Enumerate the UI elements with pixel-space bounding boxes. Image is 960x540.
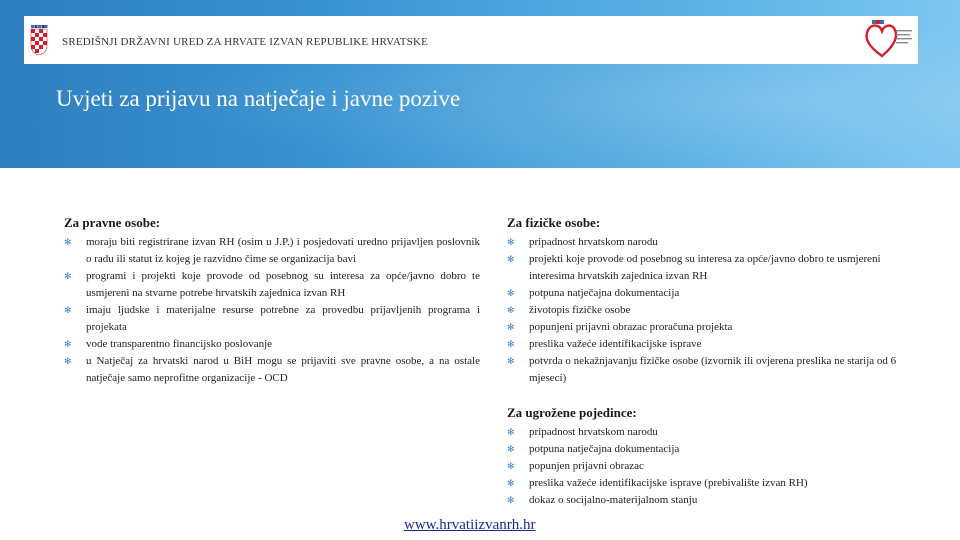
list-item: ✻ potpuna natječajna dokumentacija bbox=[507, 285, 907, 302]
list-item: ✻ imaju ljudske i materijalne resurse potrebne za provedbu prijavljenih programa i projekata bbox=[64, 302, 480, 336]
croatian-coat-of-arms-icon bbox=[30, 25, 48, 55]
list-item: ✻ potpuna natječajna dokumentacija bbox=[507, 441, 907, 458]
list-item: ✻ popunjeni prijavni obrazac proračuna projekta bbox=[507, 319, 907, 336]
list-item: ✻ preslika važeće identifikacijske isprave bbox=[507, 336, 907, 353]
list-item: ✻ moraju biti registrirane izvan RH (osim u J.P.) i posjedovati uredno prijavljen poslovnik o radu ili statut iz kojeg je razvidno čime se organizacija bavi bbox=[64, 234, 480, 268]
list-item: ✻ projekti koje provode od posebnog su interesa za opće/javno dobro te usmjereni interesima hrvatskih zajednica izvan RH bbox=[507, 251, 907, 285]
natural-persons-heading: Za fizičke osobe: bbox=[507, 215, 601, 230]
list-item: ✻ u Natječaj za hrvatski narod u BiH mogu se prijaviti sve pravne osobe, a na ostale natječaje samo neprofitne organizacije - OCD bbox=[64, 353, 480, 387]
legal-entities-heading: Za pravne osobe: bbox=[64, 215, 161, 230]
slide-title: Uvjeti za prijavu na natječaje i javne pozive bbox=[56, 86, 461, 111]
natural-persons-list bbox=[507, 234, 907, 387]
list-item: ✻ preslika važeće identifikacijske isprave (prebivalište izvan RH) bbox=[507, 475, 907, 492]
office-name: SREDIŠNJI DRŽAVNI URED ZA HRVATE IZVAN REPUBLIKE HRVATSKE bbox=[62, 36, 429, 48]
list-item: ✻ potvrda o nekažnjavanju fizičke osobe (izvornik ili ovjerena preslika ne starija od 6 mjeseci) bbox=[507, 353, 907, 387]
list-item: ✻ popunjen prijavni obrazac bbox=[507, 458, 907, 475]
endangered-individuals-list bbox=[507, 424, 907, 509]
header-bar bbox=[24, 16, 918, 64]
list-item: ✻ pripadnost hrvatskom narodu bbox=[507, 424, 907, 441]
endangered-individuals-heading: Za ugrožene pojedince: bbox=[507, 405, 637, 420]
list-item: ✻ dokaz o socijalno-materijalnom stanju bbox=[507, 492, 907, 509]
legal-entities-list bbox=[64, 234, 480, 387]
list-item: ✻ programi i projekti koje provode od posebnog su interesa za opće/javno dobro te usmjereni na stvarne potrebe hrvatskih zajednica izvan RH bbox=[64, 268, 480, 302]
website-link[interactable]: www.hrvatiizvanrh.hr bbox=[404, 517, 536, 533]
list-item: ✻ životopis fizičke osobe bbox=[507, 302, 907, 319]
list-item: ✻ pripadnost hrvatskom narodu bbox=[507, 234, 907, 251]
heart-logo-icon bbox=[862, 18, 914, 62]
list-item: ✻ vode transparentno financijsko poslovanje bbox=[64, 336, 480, 353]
